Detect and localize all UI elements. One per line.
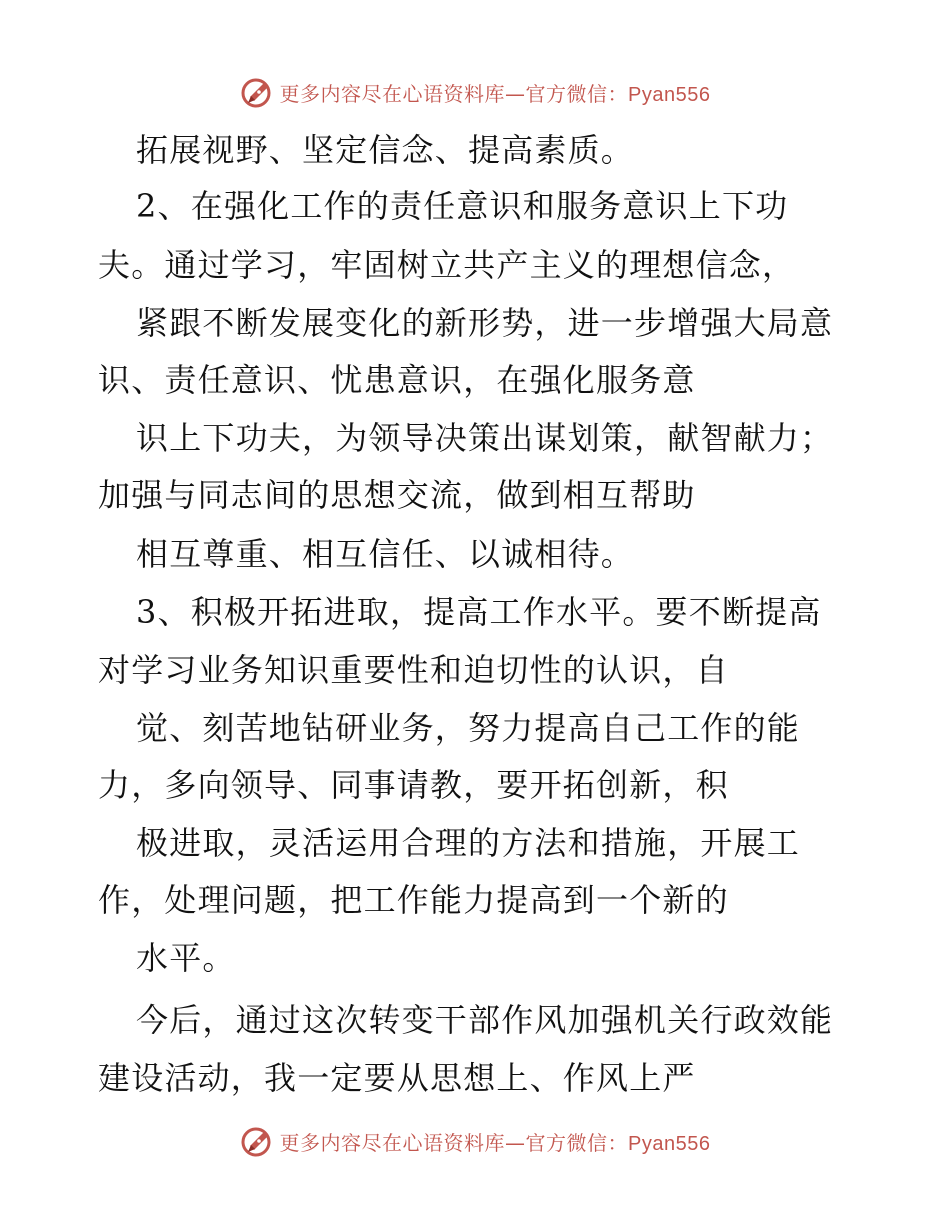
watermark-text: 更多内容尽在心语资料库—官方微信：Pyan556 [279, 1130, 711, 1155]
body-text-line: 极进取，灵活运用合理的方法和措施，开展工 [136, 824, 801, 862]
body-text-line: 觉、刻苦地钻研业务，努力提高自己工作的能 [136, 709, 801, 747]
pen-nib-logo-icon [240, 75, 274, 109]
body-text-line: 建设活动，我一定要从思想上、作风上严 [98, 1059, 696, 1097]
body-text-line: 紧跟不断发展变化的新形势，进一步增强大局意 [136, 304, 834, 342]
body-text-line: 拓展视野、坚定信念、提高素质。 [136, 131, 635, 169]
body-text-line: 对学习业务知识重要性和迫切性的认识，自 [98, 651, 729, 689]
pen-nib-logo-icon [240, 1124, 274, 1158]
body-text-line: 识上下功夫，为领导决策出谋划策，献智献力； [136, 419, 834, 457]
watermark-text: 更多内容尽在心语资料库—官方微信：Pyan556 [279, 81, 711, 106]
body-text-line: 今后，通过这次转变干部作风加强机关行政效能 [136, 1001, 834, 1039]
body-text-line: 3、积极开拓进取，提高工作水平。要不断提高 [136, 593, 822, 631]
footer-watermark [0, 1121, 950, 1161]
body-text-line: 夫。通过学习，牢固树立共产主义的理想信念， [98, 246, 796, 284]
body-text-line: 2、在强化工作的责任意识和服务意识上下功 [136, 187, 789, 225]
body-text-line: 加强与同志间的思想交流，做到相互帮助 [98, 476, 696, 514]
body-text-line: 水平。 [136, 939, 236, 977]
body-text-line: 作，处理问题，把工作能力提高到一个新的 [98, 881, 729, 919]
header-watermark [0, 72, 950, 112]
body-text-line: 识、责任意识、忧患意识，在强化服务意 [98, 361, 696, 399]
body-text-line: 相互尊重、相互信任、以诚相待。 [136, 535, 635, 573]
body-text-line: 力，多向领导、同事请教，要开拓创新，积 [98, 766, 729, 804]
